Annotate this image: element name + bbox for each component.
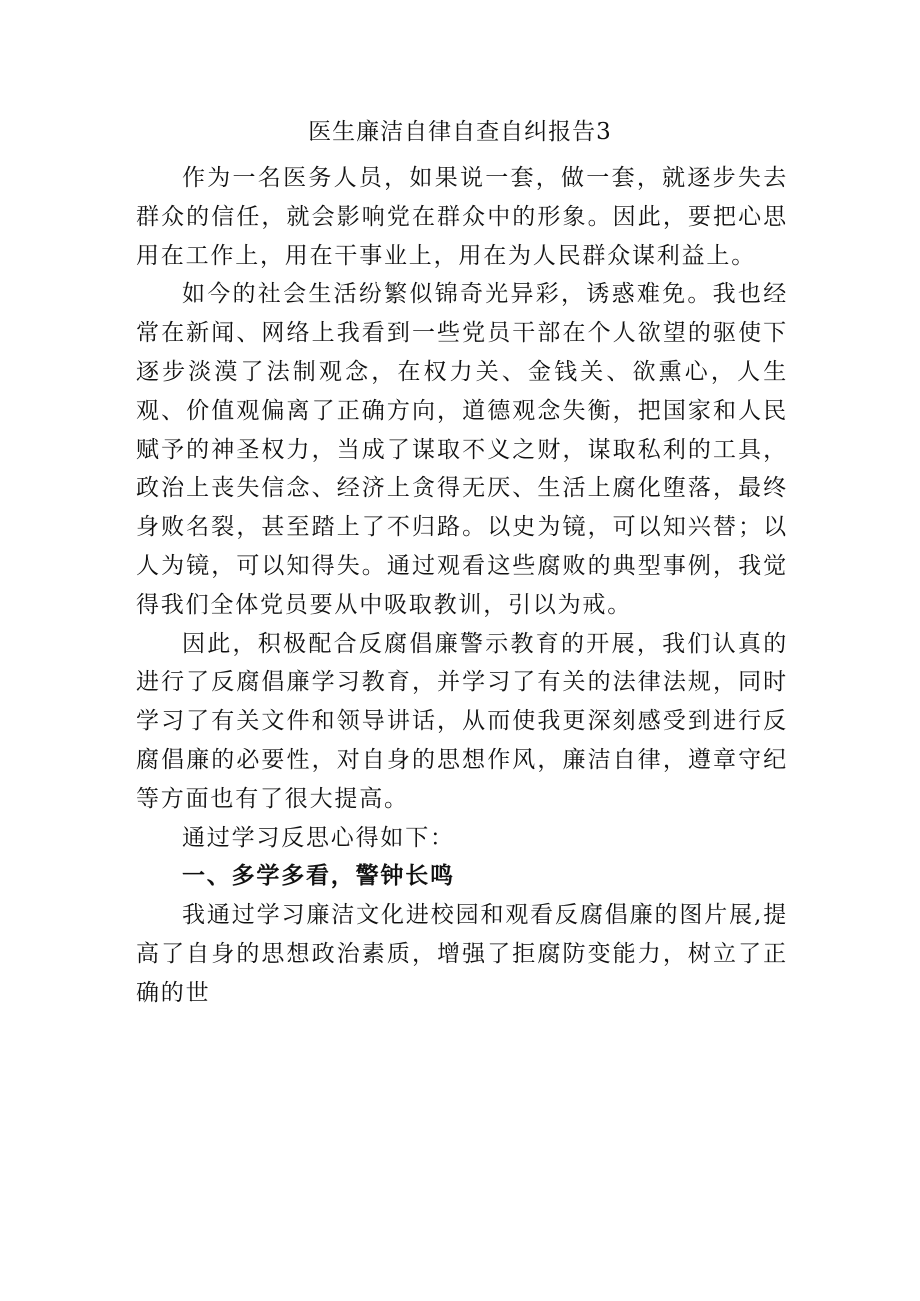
paragraph-society: 如今的社会生活纷繁似锦奇光异彩，诱惑难免。我也经常在新闻、网络上我看到一些党员干部在个人欲望的驱使下逐步淡漠了法制观念，在权力关、金钱关、欲熏心，人生观、价值观偏离了正确方向，道德观念失衡，把国家和人民赋予的神圣权力，当成了谋取不义之财，谋取私利的工具，政治上丧失信念、经济上贪得无厌、生活上腐化堕落，最终身败名裂，甚至踏上了不归路。以史为镜，可以知兴替；以人为镜，可以知得失。通过观看这些腐败的典型事例，我觉得我们全体党员要从中吸取教训，引以为戒。 xyxy=(136,281,788,618)
document-title: 医生廉洁自律自查自纠报告3 xyxy=(308,119,612,145)
paragraph-education: 因此，积极配合反腐倡廉警示教育的开展，我们认真的进行了反腐倡廉学习教育，并学习了有关的法律法规，同时学习了有关文件和领导讲话，从而使我更深刻感受到进行反腐倡廉的必要性，对自身的思想作风，廉洁自律，遵章守纪等方面也有了很大提高。 xyxy=(136,630,788,812)
paragraph-intro: 作为一名医务人员，如果说一套，做一套，就逐步失去群众的信任，就会影响党在群众中的形象。因此，要把心思用在工作上，用在干事业上，用在为人民群众谋利益上。 xyxy=(136,165,788,269)
section-heading-1: 一、多学多看，警钟长鸣 xyxy=(182,862,455,890)
paragraph-reflection-intro: 通过学习反思心得如下： xyxy=(182,824,455,851)
paragraph-section-1: 我通过学习廉洁文化进校园和观看反腐倡廉的图片展,提高了自身的思想政治素质，增强了拒腐防变能力，树立了正确的世 xyxy=(136,902,788,1006)
document-body xyxy=(136,159,788,1013)
